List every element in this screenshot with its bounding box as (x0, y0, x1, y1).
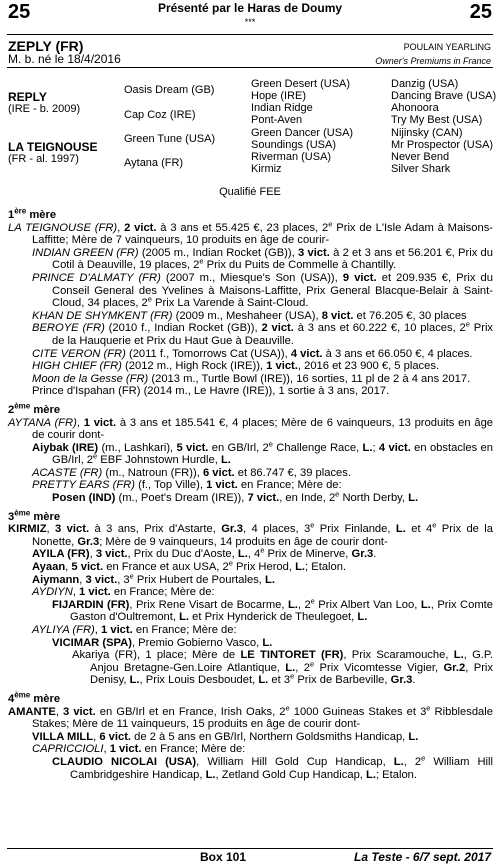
gen4-item: Try My Best (USA) (391, 114, 483, 126)
produce-entry: CAPRICCIOLI, 1 vict. en France; Mère de: (32, 743, 246, 756)
horse-category: POULAIN YEARLING (403, 42, 491, 52)
gen4-item: Ahonoora (391, 102, 439, 114)
produce-entry: BEROYE (FR) (2010 f., Indian Rocket (GB)), 2 vict. à 3 ans et 60.222 €, 10 places, 2e Prix de la Hauquerie et Prix du Haut Gue à Deauville. (32, 319, 494, 347)
gen4-item: Danzig (USA) (391, 78, 459, 90)
gen3-item: Hope (IRE) (251, 90, 307, 102)
section-heading: 1ère mère (8, 206, 57, 221)
presenter-line: Présenté par le Haras de Doumy (157, 1, 343, 15)
dam-origin: (FR - al. 1997) (8, 153, 79, 165)
produce-entry: KHAN DE SHYMKENT (FR) (2009 m., Meshaheer (USA), 8 vict. et 76.205 €, 30 places (32, 309, 467, 322)
gen3-item: Kirmiz (251, 163, 282, 175)
produce-entry: Aiybak (IRE) (m., Lashkari), 5 vict. en GB/Irl, 2e Challenge Race, L.; 4 vict. en obstacles en GB/Irl, 2e EBF Johnstown Hurdle, L. (32, 438, 493, 467)
gen3-item: Indian Ridge (251, 102, 313, 114)
produce-entry: Posen (IND) (m., Poet's Dream (IRE)), 7 vict., en Inde, 2e North Derby, L. (52, 489, 419, 505)
produce-entry: PRETTY EARS (FR) (f., Top Ville), 1 vict. en France; Mère de: (32, 479, 342, 492)
produce-entry: AYILA (FR), 3 vict., Prix du Duc d'Aoste, L., 4e Prix de Minerve, Gr.3. (32, 545, 377, 561)
gen3-item: Riverman (USA) (251, 151, 332, 163)
gen4-item: Silver Shark (391, 163, 451, 175)
lot-number-left: 25 (8, 1, 31, 23)
produce-entry: Moon de la Gesse (FR) (2013 m., Turtle Bowl (IRE)), 16 sorties, 11 pl de 2 à 4 ans 2017. (32, 372, 471, 385)
lot-number-right: 25 (469, 1, 492, 23)
produce-entry: CLAUDIO NICOLAI (USA), William Hill Gold Cup Handicap, L., 2e William Hill Cambridgeshire Handicap, L., Zetland Gold Cup Handicap, L.; Etalon. (52, 753, 494, 781)
footer-rule (7, 848, 493, 849)
dam-record: AMANTE, 3 vict. en GB/Irl et en France, Irish Oaks, 2e 1000 Guineas Stakes et 3e Ribblesdale Stakes; Mère de 11 vainqueurs, 15 produits en âge de courir dont- (8, 702, 493, 731)
horse-birth: M. b. né le 18/4/2016 (8, 52, 121, 66)
dam-record: LA TEIGNOUSE (FR), 2 vict. à 3 ans et 55.425 €, 23 places, 2e Prix de L'Isle Adam à Maisons-Laffitte; Mère de 7 vainqueurs, 10 produits en âge de courir- (8, 218, 494, 247)
gen4-item: Nijinsky (CAN) (391, 127, 463, 139)
section-heading: 3ème mère (8, 507, 61, 523)
gen3-item: Green Desert (USA) (251, 78, 351, 90)
sale-venue-date: La Teste - 6/7 sept. 2017 (354, 850, 491, 864)
gen3-item: Green Dancer (USA) (251, 127, 354, 139)
catalogue-header (0, 0, 500, 30)
produce-entry: Aiymann, 3 vict., 3e Prix Hubert de Pourtales, L. (32, 570, 275, 586)
produce-entry: VILLA MILL, 6 vict. de 2 à 5 ans en GB/Irl, Northern Goldsmiths Handicap, L. (32, 730, 419, 743)
produce-entry: Ayaan, 5 vict. en France et aux USA, 2e Prix Herod, L.; Etalon. (32, 558, 347, 574)
dam-name: LA TEIGNOUSE (8, 140, 98, 154)
gen2-item: Cap Coz (IRE) (124, 109, 196, 121)
produce-entry: PRINCE D'ALMATY (FR) (2007 m., Miesque's Son (USA)), 9 vict. et 209.935 €, Prix du Conseil General des Yvelines à Maisons-Laffitte, Prix General Blacque-Belair à Saint-Cloud, 34 places, 2e Prix La Varende à Saint-Cloud. (32, 271, 494, 310)
gen3-item: Pont-Aven (251, 114, 303, 126)
produce-entry: FIJARDIN (FR), Prix Rene Visart de Bocarme, L., 2e Prix Albert Van Loo, L., Prix Comte Gaston d'Oultremont, L. et Prix Hynderick de Theulegoet, L. (52, 596, 493, 624)
header-rule (7, 67, 493, 68)
gen4-item: Mr Prospector (USA) (391, 139, 494, 151)
produce-entry: CITE VERON (FR) (2011 f., Tomorrows Cat (USA)), 4 vict. à 3 ans et 66.050 €, 4 places. (32, 347, 473, 360)
produce-entry: HIGH CHIEF (FR) (2012 m., High Rock (IRE)), 1 vict., 2016 et 23 900 €, 5 places. (32, 360, 440, 373)
section-heading: 4ème mère (8, 690, 61, 705)
dam-record: AYTANA (FR), 1 vict. à 3 ans et 185.541 €, 4 places; Mère de 6 vainqueurs, 13 produits en âge de courir dont- (8, 416, 494, 442)
produce-entry: Prince d'Ispahan (FR) (2014 m., Le Havre (IRE)), 1 sortie à 3 ans, 2017. (32, 385, 390, 398)
gen2-item: Oasis Dream (GB) (124, 84, 215, 96)
produce-entry: Akariya (FR), 1 place; Mère de LE TINTORET (FR), Prix Scaramouche, L., G.P. Anjou Bretagne-Gen.Loire Atlantique, L., 2e Prix Vicomtesse Vigier, Gr.2, Prix Denisy, L., Prix Louis Desboudet, L. et 3e Prix de Barbeville, Gr.3. (72, 649, 494, 687)
gen3-item: Soundings (USA) (251, 139, 336, 151)
qualification: Qualifié FEE (219, 186, 281, 198)
sire-name: REPLY (8, 90, 47, 104)
gen2-item: Aytana (FR) (124, 157, 184, 169)
produce-entry: AYDIYN, 1 vict. en France; Mère de: (32, 586, 215, 599)
section-heading: 2ème mère (8, 401, 61, 416)
horse-name: ZEPLY (FR) (8, 38, 84, 54)
produce-entry: VICIMAR (SPA), Premio Gobierno Vasco, L. (52, 636, 273, 649)
family-notes (8, 206, 494, 781)
gen4-item: Never Bend (391, 151, 450, 163)
stars-mark: *** (244, 17, 256, 27)
owner-note: Owner's Premiums in France (375, 56, 491, 66)
gen2-item: Green Tune (USA) (124, 133, 216, 145)
produce-entry: INDIAN GREEN (FR) (2005 m., Indian Rocket (GB)), 3 vict. à 2 et 3 ans et 56.201 €, Prix du Cotil à Deauville, 19 places, 2e Prix du Puits de Commelle à Chantilly. (32, 246, 493, 272)
produce-entry: AYLIYA (FR), 1 vict. en France; Mère de: (32, 624, 237, 636)
box-number: Box 101 (200, 850, 247, 864)
catalogue-footer (0, 851, 500, 865)
top-rule (7, 34, 493, 35)
sire-origin: (IRE - b. 2009) (8, 103, 81, 115)
gen4-item: Dancing Brave (USA) (391, 90, 497, 102)
produce-entry: ACASTE (FR) (m., Natroun (FR)), 6 vict. et 86.747 €, 39 places. (32, 466, 351, 479)
dam-record: KIRMIZ, 3 vict. à 3 ans, Prix d'Astarte, Gr.3, 4 places, 3e Prix Finlande, L. et 4e Prix de la Nonette, Gr.3; Mère de 9 vainqueurs, 14 produits en âge de courir dont- (8, 520, 493, 548)
